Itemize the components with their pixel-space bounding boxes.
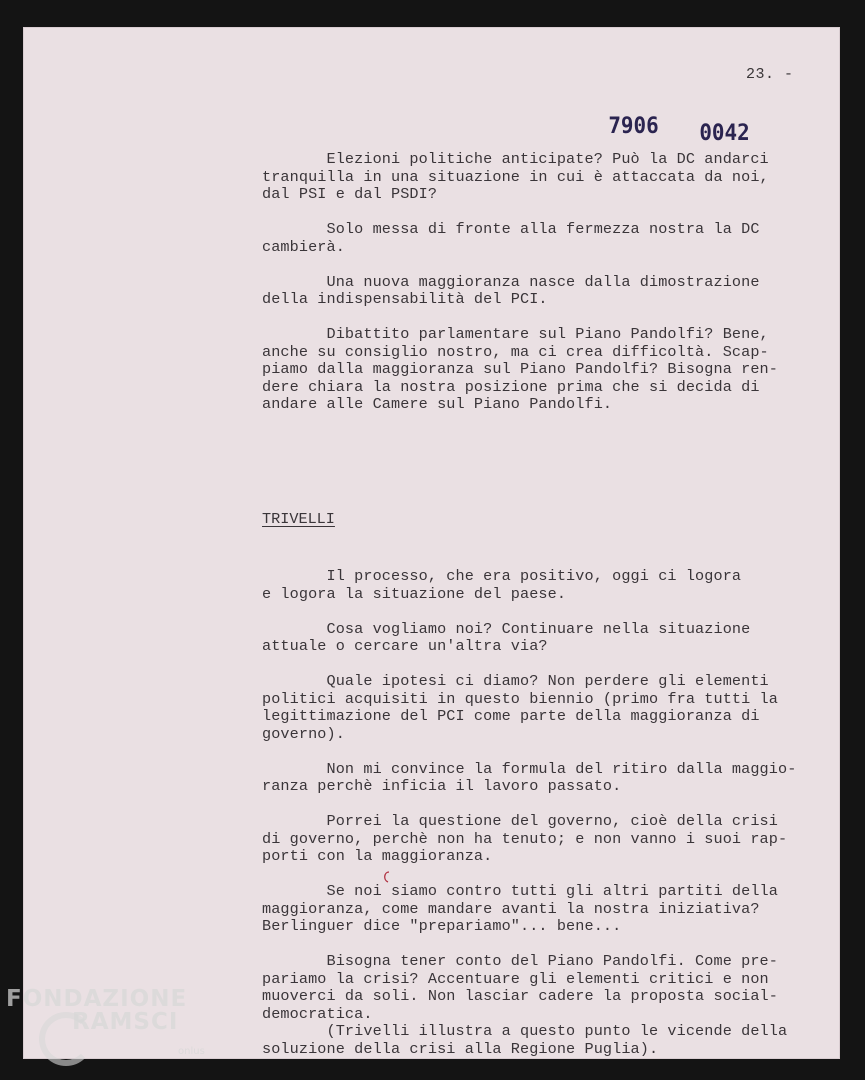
text-line: [262, 656, 822, 674]
text-line: dere chiara la nostra posizione prima che si decida di: [262, 377, 760, 396]
text-line: (Trivelli illustra a questo punto le vicende della: [262, 1022, 788, 1040]
text-line: Cosa vogliamo noi? Continuare nella situazione: [262, 619, 751, 638]
text-line: attuale o cercare un'altra via?: [262, 637, 548, 655]
text-line: Se noi siamo contro tutti gli altri partiti della: [262, 882, 778, 900]
text-line: [262, 866, 822, 884]
text-line: [262, 743, 822, 761]
text-line: legittimazione del PCI come parte della maggioranza di: [262, 707, 760, 725]
text-line: Dibattito parlamentare sul Piano Pandolfi? Bene,: [262, 325, 769, 343]
text-line: e logora la situazione del paese.: [262, 584, 567, 603]
watermark-line1: FONDAZIONE: [6, 986, 188, 1012]
text-block-2: [262, 568, 822, 1058]
watermark-logo: [6, 986, 205, 1057]
text-line: governo).: [262, 724, 345, 743]
text-line: Bisogna tener conto del Piano Pandolfi. Come pre-: [262, 952, 778, 970]
text-line: [262, 309, 822, 327]
text-line: [262, 256, 822, 274]
text-block-1: [262, 151, 822, 414]
text-line: Porrei la questione del governo, cioè della crisi: [262, 812, 778, 830]
text-line: [262, 603, 822, 621]
text-line: porti con la maggioranza.: [262, 847, 493, 865]
text-line: Una nuova maggioranza nasce dalla dimostrazione: [262, 272, 760, 291]
watermark-sub: onlus: [178, 1046, 205, 1057]
text-line: Solo messa di fronte alla fermezza nostra la DC: [262, 220, 760, 238]
text-line: [262, 936, 822, 954]
text-line: Quale ipotesi ci diamo? Non perdere gli elementi: [262, 672, 769, 690]
text-line: cambierà.: [262, 237, 345, 256]
watermark-line2: RAMSCI: [72, 1009, 179, 1035]
text-line: di governo, perchè non ha tenuto; e non vanno i suoi rap-: [262, 829, 788, 848]
text-line: ranza perchè inficia il lavoro passato.: [262, 777, 622, 795]
text-line: anche su consiglio nostro, ma ci crea difficoltà. Scap-: [262, 342, 769, 361]
gramsci-g-icon: [39, 1012, 93, 1066]
text-line: dal PSI e dal PSDI?: [262, 185, 438, 203]
text-line: pariamo la crisi? Accentuare gli elementi critici e non: [262, 969, 769, 988]
text-line: soluzione della crisi alla Regione Puglia).: [262, 1039, 659, 1058]
text-line: Non mi convince la formula del ritiro dalla maggio-: [262, 759, 797, 778]
section-heading: TRIVELLI: [262, 510, 335, 528]
text-line: [262, 796, 822, 814]
text-line: andare alle Camere sul Piano Pandolfi.: [262, 395, 613, 413]
archive-stamp-left: 7906: [608, 114, 659, 139]
text-line: politici acquisiti in questo biennio (primo fra tutti la: [262, 689, 778, 708]
text-line: Berlinguer dice "prepariamo"... bene...: [262, 917, 622, 935]
text-line: [262, 204, 822, 222]
text-line: muoverci da soli. Non lasciar cadere la proposta social-: [262, 987, 778, 1005]
page-number: 23. -: [746, 66, 794, 83]
pen-correction-mark: [383, 870, 391, 884]
archive-stamp-right: 0042: [699, 121, 750, 146]
text-line: della indispensabilità del PCI.: [262, 290, 548, 308]
text-line: piamo dalla maggioranza sul Piano Pandolfi? Bisogna ren-: [262, 360, 778, 378]
text-line: Il processo, che era positivo, oggi ci logora: [262, 567, 742, 585]
text-line: Elezioni politiche anticipate? Può la DC andarci: [262, 150, 769, 168]
text-line: democratica.: [262, 1004, 373, 1023]
text-line: tranquilla in una situazione in cui è attaccata da noi,: [262, 167, 769, 186]
text-line: maggioranza, come mandare avanti la nostra iniziativa?: [262, 899, 760, 918]
